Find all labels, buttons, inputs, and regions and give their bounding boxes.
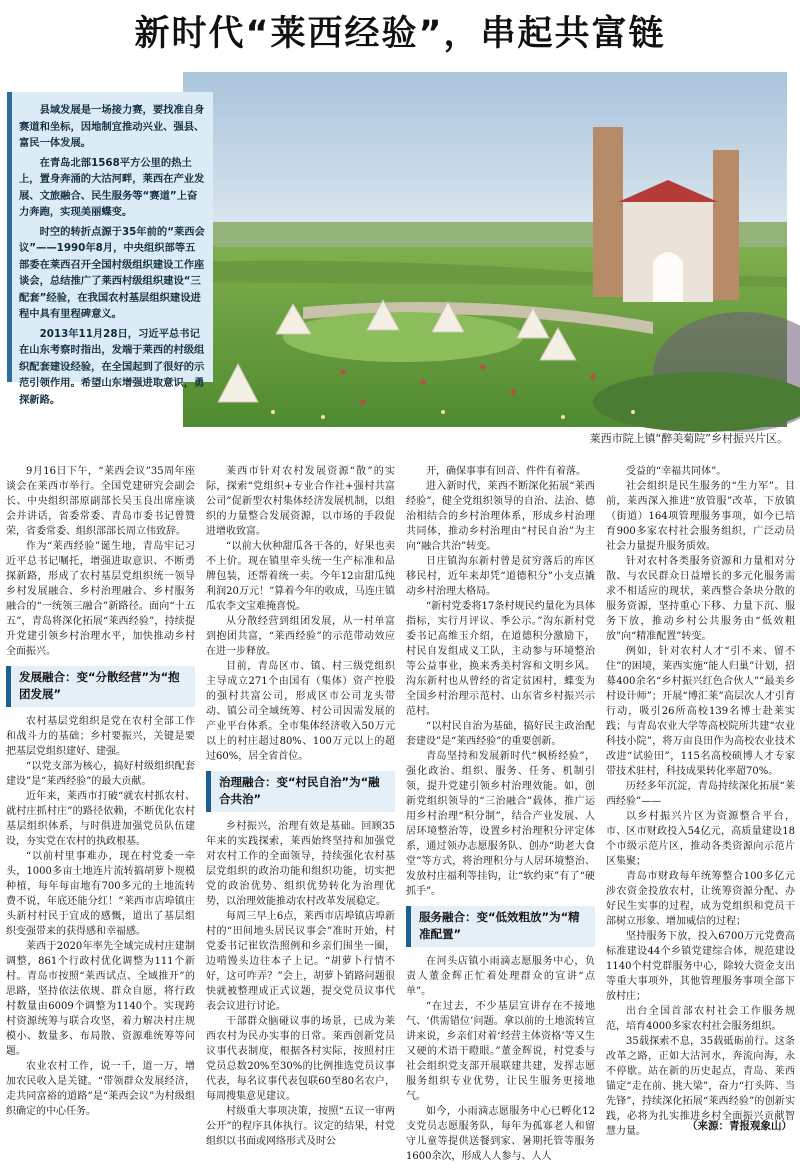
article-paragraph: 以乡村振兴片区为资源整合平台，市、区市财政投入54亿元，高质量建设18个市级示范片区，推动各类资源向示范片区集聚；	[606, 811, 795, 867]
editor-note-paragraph: 县域发展是一场接力赛，要找准自身赛道和坐标，因地制宜推动兴业、强县、富民一体发展。	[19, 104, 205, 149]
section-subheading: 治理融合：变“村民自治”为“融合共治”	[206, 771, 395, 812]
article-paragraph: 村级重大事项决策，按照“五议一审两公开”的程序具体执行。议定的结果，村党组织以书面或网络形式及时公	[206, 1106, 395, 1147]
editor-note-paragraph: 时空的转折点源于35年前的“莱西会议”——1990年8月，中央组织部等五部委在莱西召开全国村级组织建设工作座谈会，总结推广了莱西村级组织建设“三配套”经验，在我国农村基层组织建设进程中具有里程碑意义。	[19, 225, 205, 320]
feature-photo-graphic	[183, 72, 787, 427]
article-column-1	[6, 464, 195, 1132]
article-paragraph: 农村基层党组织是党在农村全部工作和战斗力的基础；乡村要振兴，关键是要把基层党组织建好、建强。	[6, 716, 195, 757]
article-paragraph: “新村党委将17条村规民约量化为具体指标，实行月评议、季公示。”沟东新村党委书记高维玉介绍，在道德积分激励下，村民自发组成义工队，主动参与环境整治等公益事业，换来秀美村容和文明乡风。沟东新村也从曾经的省定贫困村，蝶变为全国乡村治理示范村、山东省乡村振兴示范村。	[406, 601, 595, 717]
article-paragraph: 开，确保事事有回音、件件有着落。	[426, 466, 586, 477]
photo-caption: 莱西市院上镇“醉美菊院”乡村振兴片区。	[589, 432, 788, 445]
article-paragraph: 历经多年沉淀，青岛持续深化拓展“莱西经验”——	[606, 781, 795, 807]
article-paragraph: “在过去，不少基层宣讲存在不接地气、‘供需错位’问题。拿以前的土地流转宣讲来说，乡亲们对着‘经营主体资格’等又生又硬的术语干瞪眼。”董金辉说，村党委与社会组织党支部开展联建共建，发挥志愿服务组织专业优势，让民生服务更接地气。	[406, 1001, 595, 1102]
article-paragraph: 干部群众脑碰议事的场景，已成为莱西农村为民办实事的日常。莱西创新党员议事代表制度，根据各村实际，按照村庄党员总数20%至30%的比例推选党员议事代表，每名议事代表包联60至80名农户，每周搜集意见建议。	[206, 1016, 395, 1102]
headline: 新时代“莱西经验”，串起共富链	[134, 14, 666, 54]
article-paragraph: 如今，小雨滴志愿服务中心已孵化12支党员志愿服务队，每年为孤寡老人和留守儿童等提供送餐到家、暑期托管等服务1600余次，形成人人参与、人人	[406, 1106, 595, 1162]
article-paragraph: 社会组织是民生服务的“生力军”。目前，莱西深入推进“放管服”改革，下放镇（街道）164项管理服务事项，如今已培育900多家农村社会服务组织，广泛动员社会力量提升服务质效。	[606, 481, 795, 552]
article-paragraph: 莱西于2020年率先全域完成村庄建制调整，861个行政村优化调整为111个新村。青岛市按照“莱西试点、全域推开”的思路，坚持依法依规、群众自愿，将行政村数量由6009个调整为1140个。实现跨村资源统筹与联合攻坚，着力解决村庄规模小、数量多、布局散、资源难统筹等问题。	[6, 941, 195, 1057]
editor-note-paragraph: 在青岛北部1568平方公里的热土上，置身奔涌的大沽河畔，莱西在产业发展、文旅融合、民生服务等“赛道”上奋力奔跑，实现美丽蝶变。	[19, 156, 205, 218]
article-paragraph: 近年来，莱西市打破“就农村抓农村、就村庄抓村庄”的路径依赖，不断优化农村基层组织体系，与时俱进加强党员队伍建设，夯实党在农村的执政根基。	[6, 791, 195, 847]
article-paragraph: 乡村振兴，治理有效是基础。回顾35年来的实践探索，莱西始终坚持和加强党对农村工作的全面领导，持续强化农村基层党组织的政治功能和组织功能，切实把党的政治优势、组织优势转化为治理优势，以治理效能推动农村改革发展稳定。	[206, 821, 395, 907]
article-paragraph: 坚持服务下放，投入6700万元党费高标准建设44个乡镇党建综合体，规范建设1140个村党群服务中心，除较大资金支出等重大事项外，其他管理服务事项全部下放村庄；	[606, 931, 795, 1002]
article-paragraph: “以村民自治为基础，搞好民主政治配套建设”是“莱西经验”的重要创新。	[406, 721, 595, 747]
article-paragraph: 目前，青岛区市、镇、村三级党组织主导成立271个由国有（集体）资产控股的强村共富公司，形成区市公司龙头带动、镇公司全域统筹、村公司因需发展的产业平台体系。全市集体经济收入50万元以上的村庄超过80%、100万元以上的超过60%，居全省首位。	[206, 661, 395, 762]
editor-note-paragraph: 2013年11月28日，习近平总书记在山东考察时指出，发端于莱西的村级组织配套建设经验，在全国起到了很好的示范引领作用。希望山东增强进取意识，勇探新路。	[19, 327, 205, 406]
article-paragraph: 受益的“幸福共同体”。	[626, 466, 727, 477]
section-subheading: 服务融合：变“低效粗放”为“精准配置”	[406, 906, 595, 947]
article-paragraph: 青岛市财政每年统筹整合100多亿元涉农资金投放农村，让统筹资源分配、办好民生实事的过程，成为党组织和党员干部树立形象、增加威信的过程；	[606, 871, 795, 927]
headline-banner	[0, 0, 800, 62]
article-paragraph: 9月16日下午，“莱西会议”35周年座谈会在莱西市举行。全国党建研究会副会长、中央组织部原副部长吴玉良出席座谈会并讲话，省委常委、青岛市委书记曾赞荣，省委常委、组织部部长周立伟致辞。	[6, 466, 195, 537]
article-paragraph: 日庄镇沟东新村曾是贫穷落后的库区移民村，近年来却凭“道德积分”小支点撬动乡村治理大格局。	[406, 556, 595, 597]
article-paragraph: 例如，针对农村人才“引不来、留不住”的困境，莱西实施“能人归巢”计划，招募400余名“乡村振兴红色合伙人”“最美乡村设计师”；开展“博汇莱”高层次人才引育行动，吸引26所高校139名博士赴莱实践；与青岛农业大学等高校院所共建“农业科技小院”，将万亩良田作为高校农业技术改进“试验田”，115名高校硕博人才专家带技术驻村，科技成果转化率超70%。	[606, 646, 795, 777]
editor-note	[7, 92, 213, 406]
article-column-2	[206, 464, 395, 1147]
article-column-3	[406, 464, 595, 1162]
feature-photo	[183, 72, 787, 427]
article-paragraph: 在河头店镇小雨滴志愿服务中心，负责人董金辉正忙着处理群众的宣讲“点单”。	[406, 956, 595, 997]
article-paragraph: 35载探索不息，35载砥砺前行。这条改革之路，正如大沽河水，奔流向海，永不停歇。站在新的历史起点，青岛、莱西锚定“走在前、挑大梁”，奋力“打头阵、当先锋”，持续深化拓展“莱西经验”的创新实践，必将为扎实推进乡村全面振兴贡献智慧力量。	[606, 1036, 795, 1137]
article-body	[6, 464, 795, 1162]
article-paragraph: 从分散经营到组团发展，从一村单富到抱团共富，“莱西经验”的示范带动效应在进一步释放。	[206, 616, 395, 657]
article-paragraph: “以前大伙种甜瓜各干各的，好果也卖不上价。现在镇里牵头统一生产标准和品牌包装，还帮着统一卖。今年12亩甜瓜纯利润20万元！”算着今年的收成，马连庄镇瓜农李文宝难掩喜悦。	[206, 541, 395, 612]
section-subheading: 发展融合：变“分散经营”为“抱团发展”	[6, 666, 195, 707]
article-paragraph: 针对农村各类服务资源和力量相对分散、与农民群众日益增长的多元化服务需求不相适应的现状，莱西整合条块分散的服务资源，坚持重心下移、力量下沉、服务下放，推动乡村公共服务由“低效粗放”向“精准配置”转变。	[606, 556, 795, 642]
article-paragraph: “以党支部为核心，搞好村级组织配套建设”是“莱西经验”的最大贡献。	[6, 761, 195, 787]
article-paragraph: 每周三早上6点，莱西市店埠镇店埠新村的“田间地头居民议事会”准时开始，村党委书记崔钦浩照例和乡亲们围坐一圈，边啃馒头边往本子上记。“胡萝卜行情不好，这可咋弄？”会上，胡萝卜销路问题很快就被整理成正式议题，提交党员议事代表会议进行讨论。	[206, 911, 395, 1012]
article-paragraph: 进入新时代，莱西不断深化拓展“莱西经验”，健全党组织领导的自治、法治、德治相结合的乡村治理体系，形成乡村治理共同体，推动乡村治理由“村民自治”为主向“融合共治”转变。	[406, 481, 595, 552]
source-note: （来源：青报观象山）	[687, 1120, 792, 1132]
article-paragraph: “以前村里事难办，现在村党委一牵头，1000多亩土地连片流转搞胡萝卜规模种植，每年每亩地有700多元的土地流转费不说，年底还能分红！”莱西市店埠镇庄头新村村民于宜成的感慨，道出了基层组织变强带来的获得感和幸福感。	[6, 851, 195, 937]
article-paragraph: 青岛坚持和发展新时代“枫桥经验”，强化政治、组织、服务、任务、机制引领，提升党建引领乡村治理效能。如，创新党组织领导的“三治融合”载体，推广运用乡村治理“积分制”，结合产业发展、人居环境整治等，设置乡村治理积分评定体系，通过领办志愿服务队、创办“助老大食堂”等方式，将治理积分与人居环境整治、发放村庄福利等挂钩，让“软约束”有了“硬抓手”。	[406, 751, 595, 897]
article-paragraph: 农业农村工作，说一千，道一万，增加农民收入是关键。“带领群众发展经济，走共同富裕的道路”是“莱西会议”为村级组织确定的中心任务。	[6, 1061, 195, 1117]
article-paragraph: 作为“莱西经验”诞生地，青岛牢记习近平总书记嘱托，增强进取意识、不断勇探新路，形成了农村基层党组织统一领导乡村发展融合、乡村治理融合、乡村服务融合的“一统领三融合”新路径。面向“十五五”，青岛将深化拓展“莱西经验”，持续提升党建引领乡村治理水平，加快推动乡村全面振兴。	[6, 541, 195, 657]
article-paragraph: 莱西市针对农村发展资源“散”的实际，探索“党组织+专业合作社+强村共富公司”促新型农村集体经济发展机制，以组织的力量整合发展资源，以市场的手段促进增收致富。	[206, 466, 395, 537]
article-column-4	[606, 464, 795, 1137]
article-paragraph: 出台全国首部农村社会工作服务规范，培育4000多家农村社会服务组织。	[606, 1006, 795, 1032]
editor-note-accent	[7, 92, 12, 382]
